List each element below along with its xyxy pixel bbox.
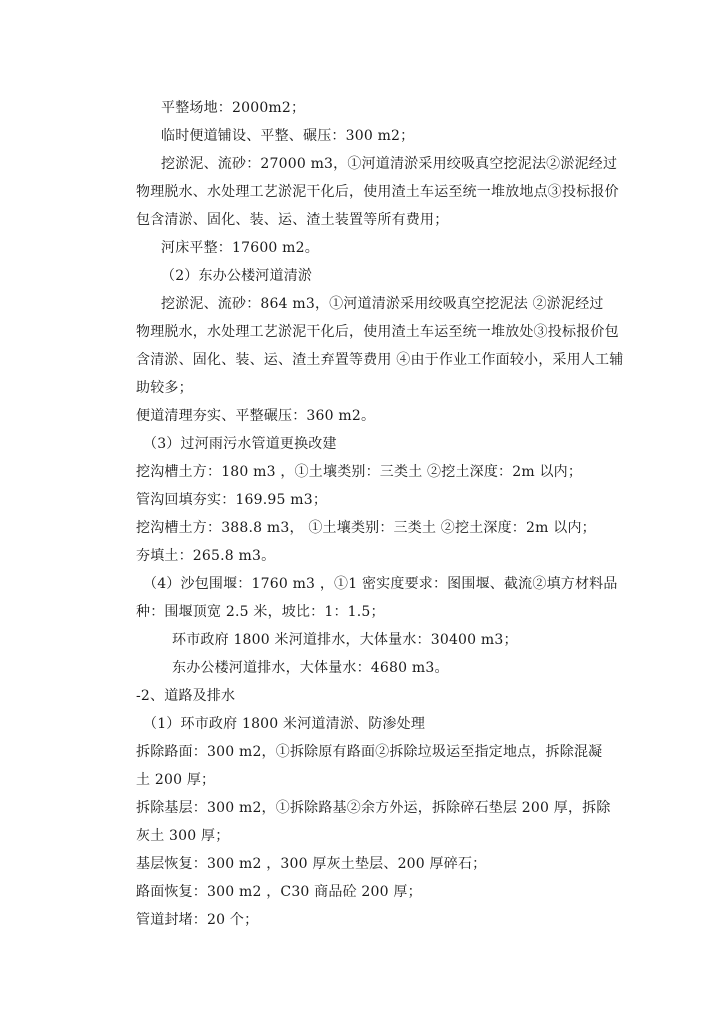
text-line: 助较多； (136, 380, 193, 396)
section-heading: （1）环市政府 1800 米河道清淤、防渗处理 (143, 716, 426, 732)
text-line: 夯填土：265.8 m3。 (136, 548, 276, 564)
text-line: 河床平整：17600 m2。 (161, 240, 319, 256)
text-line: 包含清淤、固化、装、运、渣土装置等所有费用； (136, 212, 449, 228)
text-line: 管沟回填夯实：169.95 m3； (136, 492, 328, 508)
text-line: 管道封堵：20 个； (136, 912, 259, 928)
text-line: 挖淤泥、流砂：27000 m3，①河道清淤采用绞吸真空挖泥法②淤泥经过 (161, 156, 618, 172)
text-line: 种：围堰顶宽 2.5 米，坡比：1：1.5； (136, 604, 385, 620)
text-line: （4）沙包围堰：1760 m3 ，①1 密实度要求：图围堰、截流②填方材料品 (143, 576, 618, 592)
text-line: 便道清理夯实、平整碾压：360 m2。 (136, 408, 376, 424)
text-line: 临时便道铺设、平整、碾压：300 m2； (161, 128, 415, 144)
section-heading: -2、道路及排水 (136, 688, 236, 704)
text-line: 挖淤泥、流砂：864 m3，①河道清淤采用绞吸真空挖泥法 ②淤泥经过 (161, 296, 604, 312)
text-line: 物理脱水、水处理工艺淤泥干化后，使用渣土车运至统一堆放地点③投标报价 (136, 184, 619, 200)
text-line: 土 200 厚； (136, 772, 216, 788)
text-line: 环市政府 1800 米河道排水，大体量水：30400 m3； (172, 632, 518, 648)
text-line: 挖沟槽土方：388.8 m3， ①土壤类别：三类土 ②挖土深度：2m 以内； (136, 520, 596, 536)
section-heading: （2）东办公楼河道清淤 (161, 268, 313, 284)
section-heading: （3）过河雨污水管道更换改建 (143, 436, 337, 452)
text-line: 物理脱水，水处理工艺淤泥干化后，使用渣土车运至统一堆放处③投标报价包 (136, 324, 619, 340)
text-line: 挖沟槽土方：180 m3 ，①土壤类别：三类土 ②挖土深度：2m 以内； (136, 464, 583, 480)
text-line: 东办公楼河道排水，大体量水：4680 m3。 (172, 660, 449, 676)
text-line: 路面恢复：300 m2 ，C30 商品砼 200 厚； (136, 884, 422, 900)
text-line: 含清淤、固化、装、运、渣土弃置等费用 ④由于作业工作面较小，采用人工辅 (136, 352, 624, 368)
text-line: 拆除基层：300 m2，①拆除路基②余方外运，拆除碎石垫层 200 厚，拆除 (136, 800, 611, 816)
text-line: 基层恢复：300 m2 ，300 厚灰土垫层、200 厚碎石； (136, 856, 487, 872)
text-line: 灰土 300 厚； (136, 828, 230, 844)
text-line: 拆除路面：300 m2，①拆除原有路面②拆除垃圾运至指定地点，拆除混凝 (136, 744, 603, 760)
text-line: 平整场地：2000m2； (161, 100, 306, 116)
